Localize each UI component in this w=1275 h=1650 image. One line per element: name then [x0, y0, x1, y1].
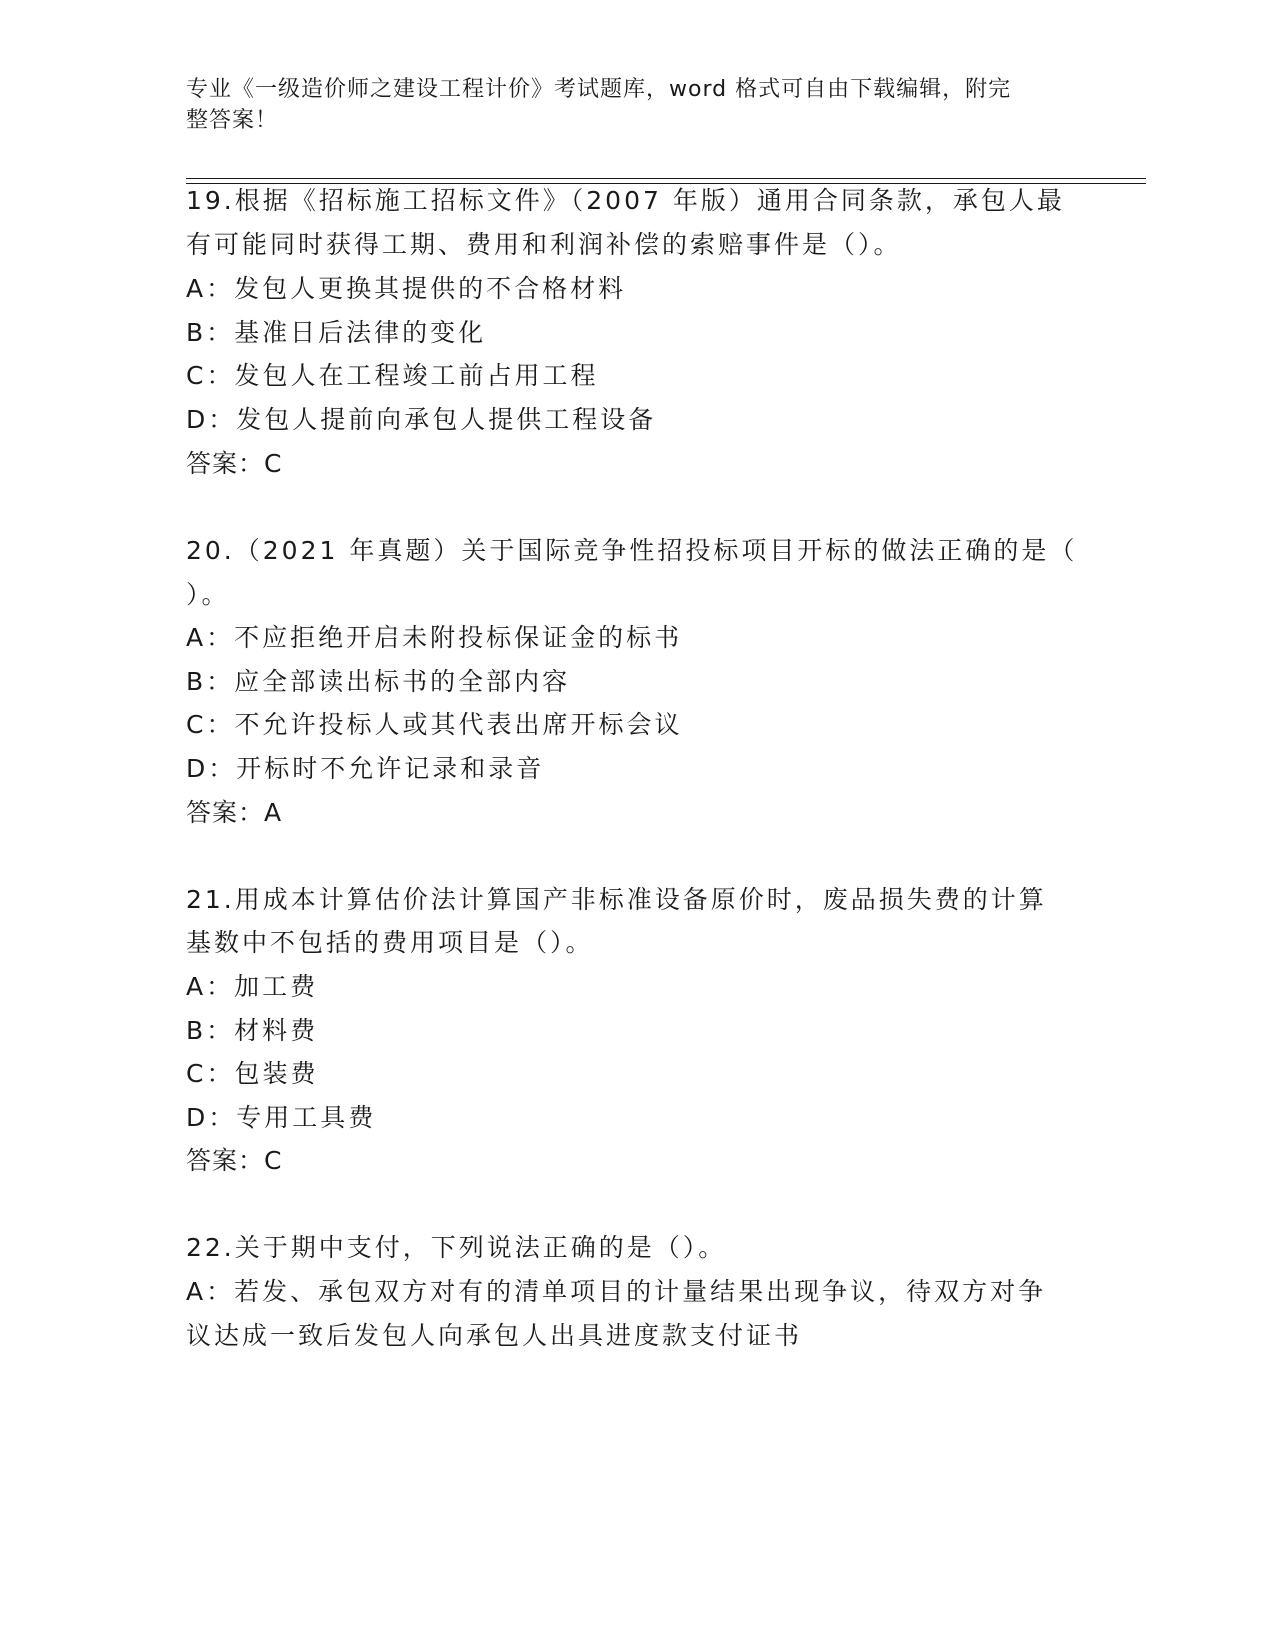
question-21-answer: 答案：C — [186, 1146, 283, 1175]
question-19-stem-line-2: 有可能同时获得工期、费用和利润补偿的索赔事件是（）。 — [186, 230, 902, 259]
header-divider-bottom — [186, 183, 1146, 184]
question-19-option-d: D：发包人提前向承包人提供工程设备 — [186, 405, 657, 434]
question-22-option-a-line-1: A：若发、承包双方对有的清单项目的计量结果出现争议，待双方对争 — [186, 1277, 1047, 1306]
header-line-2: 整答案！ — [186, 108, 279, 133]
question-19-option-a: A：发包人更换其提供的不合格材料 — [186, 274, 627, 303]
question-20-option-c: C：不允许投标人或其代表出席开标会议 — [186, 710, 683, 739]
question-19-option-c: C：发包人在工程竣工前占用工程 — [186, 361, 599, 390]
question-21-stem-line-2: 基数中不包括的费用项目是（）。 — [186, 928, 594, 957]
question-20-option-a: A：不应拒绝开启未附投标保证金的标书 — [186, 623, 683, 652]
question-20-option-d: D：开标时不允许记录和录音 — [186, 754, 545, 783]
question-20-answer: 答案：A — [186, 798, 283, 827]
question-19-option-b: B：基准日后法律的变化 — [186, 318, 487, 347]
question-22-stem: 22.关于期中支付，下列说法正确的是（）。 — [186, 1233, 727, 1262]
question-20-stem-line-1: 20.（2021 年真题）关于国际竞争性招投标项目开标的做法正确的是（ — [186, 536, 1078, 565]
question-21-option-c: C：包装费 — [186, 1059, 319, 1088]
header-divider-top — [186, 178, 1146, 179]
question-20-option-b: B：应全部读出标书的全部内容 — [186, 667, 571, 696]
question-22-option-a-line-2: 议达成一致后发包人向承包人出具进度款支付证书 — [186, 1321, 803, 1350]
question-19-answer: 答案：C — [186, 449, 283, 478]
header-line-1: 专业《一级造价师之建设工程计价》考试题库，word 格式可自由下载编辑，附完 — [186, 77, 1012, 102]
question-20-stem-line-2: ）。 — [186, 580, 230, 609]
question-21-option-d: D：专用工具费 — [186, 1103, 377, 1132]
document-header — [186, 74, 1066, 136]
question-19-stem-line-1: 19.根据《招标施工招标文件》（2007 年版）通用合同条款，承包人最 — [186, 186, 1065, 215]
question-21-option-b: B：材料费 — [186, 1016, 319, 1045]
question-21-option-a: A：加工费 — [186, 972, 319, 1001]
question-21-stem-line-1: 21.用成本计算估价法计算国产非标准设备原价时，废品损失费的计算 — [186, 885, 1047, 914]
